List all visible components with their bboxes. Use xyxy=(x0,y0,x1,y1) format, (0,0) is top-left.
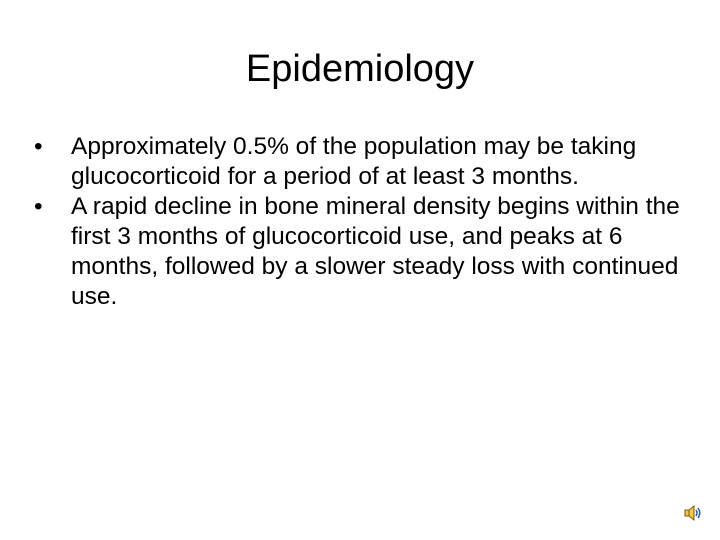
bullet-item-1 xyxy=(34,132,694,192)
bullet-marker: • xyxy=(34,133,43,160)
slide-title: Epidemiology xyxy=(245,48,475,90)
bullet-marker: • xyxy=(34,193,43,220)
speaker-icon[interactable] xyxy=(682,503,702,523)
bullet-list xyxy=(34,132,694,312)
bullet-text: Approximately 0.5% of the population may be taking glucocorticoid for a period of at least 3 months. xyxy=(71,133,637,190)
bullet-item-2 xyxy=(34,192,694,312)
bullet-text: A rapid decline in bone mineral density begins within the first 3 months of glucocorticoid use, and peaks at 6 months, followed by a slower steady loss with continued use. xyxy=(71,193,680,310)
